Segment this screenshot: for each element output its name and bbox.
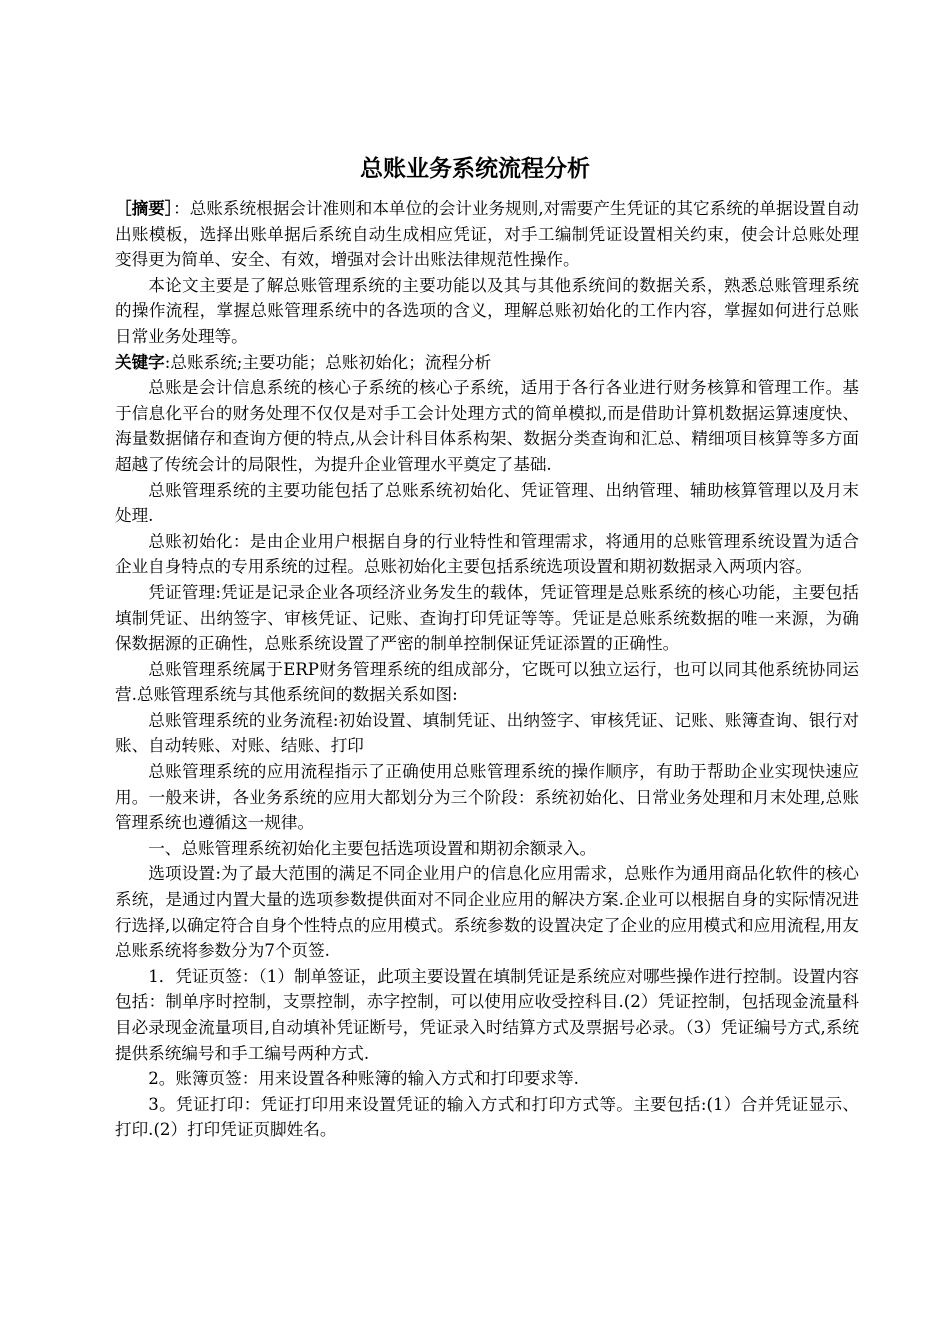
abstract-paragraph (115, 196, 859, 273)
paragraph-erp-relation: 总账管理系统属于ERP财务管理系统的组成部分，它既可以独立运行，也可以同其他系统协同运营.总账管理系统与其他系统间的数据关系如图: (115, 659, 859, 705)
keywords-paragraph (115, 350, 859, 376)
paragraph-business-flow: 总账管理系统的业务流程:初始设置、填制凭证、出纳签字、审核凭证、记账、账簿查询、银行对账、自动转账、对账、结账、打印 (115, 710, 859, 756)
keywords-label: 关键字 (115, 352, 165, 372)
paragraph-option-settings: 选项设置:为了最大范围的满足不同企业用户的信息化应用需求，总账作为通用商品化软件的核心系统，是通过内置大量的选项参数提供面对不同企业应用的解决方案.企业可以根据自身的实际情况进行选择,以确定符合自身个性特点的应用模式。系统参数的设置决定了企业的应用模式和应用流程,用友总账系统将参数分为7个页签. (115, 864, 859, 961)
paragraph-intro: 本论文主要是了解总账管理系统的主要功能以及其与其他系统间的数据关系，熟悉总账管理系统的操作流程，掌握总账管理系统中的各选项的含义，理解总账初始化的工作内容，掌握如何进行总账日常业务处理等。 (115, 275, 859, 346)
paragraph-voucher-management: 凭证管理:凭证是记录企业各项经济业务发生的载体，凭证管理是总账系统的核心功能，主要包括填制凭证、出纳签字、审核凭证、记账、查询打印凭证等等。凭证是总账系统数据的唯一来源，为确保数据源的正确性，总账系统设置了严密的制单控制保证凭证添置的正确性。 (115, 582, 859, 654)
document-body (115, 196, 859, 1143)
paragraph-general-ledger: 总账是会计信息系统的核心子系统的核心子系统，适用于各行各业进行财务核算和管理工作。基于信息化平台的财务处理不仅仅是对手工会计处理方式的简单模拟,而是借助计算机数据运算速度快、海量数据储存和查询方便的特点,从会计科目体系构架、数据分类查询和汇总、精细项目核算等多方面超越了传统会计的局限性，为提升企业管理水平奠定了基础. (115, 378, 859, 474)
paragraph-initialization: 总账初始化：是由企业用户根据自身的行业特性和管理需求，将通用的总账管理系统设置为适合企业自身特点的专用系统的过程。总账初始化主要包括系统选项设置和期初数据录入两项内容。 (115, 531, 859, 577)
paragraph-section-one: 一、总账管理系统初始化主要包括选项设置和期初余额录入。 (148, 838, 597, 858)
abstract-text: ：总账系统根据会计准则和本单位的会计业务规则,对需要产生凭证的其它系统的单据设置自动出账模板，选择出账单据后系统自动生成相应凭证，对手工编制凭证设置相关约束，使会计总账处理变得更为简单、安全、有效，增强对会计出账法律规范性操作。 (115, 199, 859, 270)
paragraph-voucher-print: 3。凭证打印：凭证打印用来设置凭证的输入方式和打印方式等。主要包括:(1）合并凭证显示、打印.(2）打印凭证页脚姓名。 (115, 1094, 859, 1140)
abstract-label: ［摘要］ (115, 199, 174, 218)
paragraph-voucher-tab: 1．凭证页签：（1）制单签证，此项主要设置在填制凭证是系统应对哪些操作进行控制。设置内容包括：制单序时控制，支票控制，赤字控制，可以使用应收受控科目.(2）凭证控制，包括现金流量科目必录现金流量项目,自动填补凭证断号，凭证录入时结算方式及票据号必录。（3）凭证编号方式,系统提供系统编号和手工编号两种方式. (115, 966, 859, 1063)
document-title: 总账业务系统流程分析 (360, 156, 590, 182)
paragraph-main-functions: 总账管理系统的主要功能包括了总账系统初始化、凭证管理、出纳管理、辅助核算管理以及月末处理. (115, 480, 859, 526)
keywords-text: :总账系统;主要功能；总账初始化；流程分析 (164, 352, 492, 372)
paragraph-application-flow: 总账管理系统的应用流程指示了正确使用总账管理系统的操作顺序，有助于帮助企业实现快速应用。一般来讲，各业务系统的应用大都划分为三个阶段：系统初始化、日常业务处理和月末处理,总账管理系统也遵循这一规律。 (115, 762, 859, 833)
paragraph-ledger-tab: 2。账簿页签：用来设置各种账簿的输入方式和打印要求等. (148, 1069, 579, 1089)
